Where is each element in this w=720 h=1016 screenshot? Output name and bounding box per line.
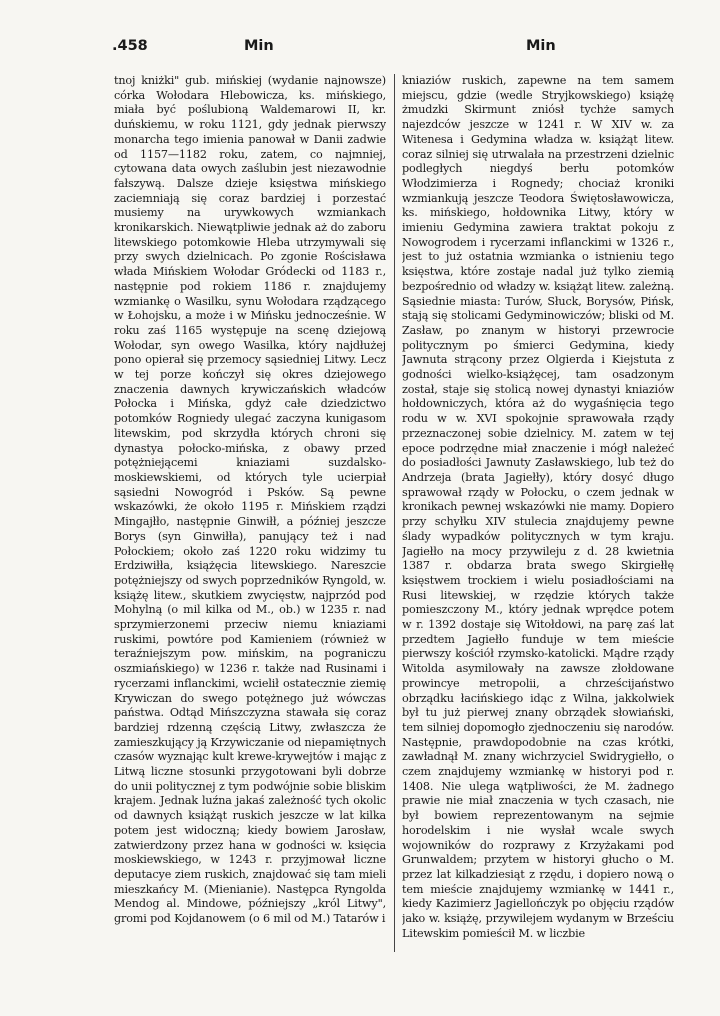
running-headword-right: Min — [526, 38, 556, 54]
right-column-text: kniaziów ruskich, zapewne na tem samem miejscu, gdzie (wedle Stryjkowskiego) książę żmudzki Skirmunt zniósł tychże samych najezdców jeszcze w 1241 r. W XIV w. za Witenesa i Gedymina władza w. książąt litew. coraz silniej się utrwalała na przestrzeni dzielnic podległych niegdyś berłu potomków Włodzimierza i Rognedy; chociaż kroniki wzmiankują jeszcze Teodora Świętosławowicza, ks. mińskiego, hołdownika Litwy, który w imieniu Gedymina zawiera traktat pokoju z Nowogrodem i rycerzami inflanckimi w 1326 r., jest to już ostatnia wzmianka o istnieniu tego księstwa, które zostaje nadal już tylko ziemią bezpośrednio od władzy w. książąt litew. zależną. Sąsiednie miasta: Turów, Słuck, Borysów, Pińsk, stają się stolicami Gedyminowiczów; bliski od M. Zasław, po znanym w historyi przewrocie politycznym po śmierci Gedymina, kiedy Jawnuta strącony przez Olgierda i Kiejstuta z godności wielko-książęcej, tam osadzonym został, staje się stolicą nowej dynastyi kniaziów hołdowniczych, która aż do wygaśnięcia tego rodu w w. XVI spokojnie sprawowała rządy przeznaczonej sobie dzielnicy. M. zatem w tej epoce podrzędne miał znaczenie i mógł należeć do posiadłości Jawnuty Zasławskiego, lub też do Andrzeja (brata Jagiełły), który dosyć długo sprawował rządy w Połocku, o czem jednak w kronikach pewnej wskazówki nie mamy. Dopiero przy schyłku XIV stulecia znajdujemy pewne ślady wypadków politycznych w tym kraju. Jagiełło na mocy przywileju z d. 28 kwietnia 1387 r. obdarza brata swego Skirgiełłę księstwem trockiem i wielu posiadłościami na Rusi litewskiej, w rzędzie których także pomieszczony M., który jednak wprędce potem w r. 1392 dostaje się Witołdowi, na parę zaś lat przedtem Jagiełło funduje w tem mieście pierwszy kościół rzymsko-katolicki. Mądre rządy Witolda asymilowały na zawsze złołdowane prowincye metropolii, a chrześcijaństwo obrządku łacińskiego idąc z Wilna, jakkolwiek był tu już pierwej znany obrządek słowiański, tem silniej dopomogło zjednoczeniu się narodów. Następnie, prawdopodobnie na czas krótki, zawładnął M. znany wichrzyciel Swidrygiełło, o czem znajdujemy wzmiankę w historyi pod r. 1408. Nie ulega wątpliwości, że M. żadnego prawie nie miał znaczenia w tych czasach, nie był bowiem reprezentowanym na sejmie horodelskim i nie wysłał wcale swych wojowników do rozprawy z Krzyżakami pod Grunwaldem; przytem w historyi głucho o M. przez lat kilkadziesiąt z rzędu, i dopiero nową o tem mieście znajdujemy wzmiankę w 1441 r., kiedy Kazimierz Jagiellończyk po objęciu rządów jako w. książę, przywilejem wydanym w Brześciu Litewskim pomieścił M. w liczbie — [402, 74, 674, 940]
column-divider — [394, 74, 395, 952]
two-column-body — [114, 74, 672, 954]
page-number: .458 — [112, 38, 148, 54]
running-headword-left: Min — [244, 38, 274, 54]
running-header — [112, 38, 674, 60]
left-column-text: tnoj kniżki" gub. mińskiej (wydanie najnowsze) córka Wołodara Hlebowicza, ks. mińskiego, miała być poślubioną Waldemarowi II, kr. duńskiemu, w roku 1121, gdy jednak pierwszy monarcha tego imienia panował w Danii zadwie od 1157—1182 roku, zatem, co najmniej, cytowana data owych zaślubin jest niezawodnie fałszywą. Dalsze dzieje księstwa mińskiego zaciemniają się coraz bardziej i porzestać musiemy na urywkowych wzmiankach kronikarskich. Niewątpliwie jednak aż do zaboru litewskiego potomkowie Hleba utrzymywali się przy swych dzielnicach. Po zgonie Rościsława włada Mińskiem Wołodar Gródecki od 1183 r., następnie pod rokiem 1186 r. znajdujemy wzmiankę o Wasilku, synu Wołodara rządzącego w Łohojsku, a może i w Mińsku jednocześnie. W roku zaś 1165 występuje na scenę dziejową Wołodar, syn owego Wasilka, który najdłużej pono opierał się przemocy sąsiedniej Litwy. Lecz w tej porze kończył się okres dziejowego znaczenia dawnych krywiczańskich władców Połocka i Mińska, gdyż całe dziedzictwo potomków Rogniedy ulegać zaczyna kunigasom litewskim, pod skrzydła których chroni się dynastya połocko-mińska, z obawy przed potężniejącemi kniaziami suzdalsko-moskiewskiemi, od których tyle ucierpiał sąsiedni Nowogród i Psków. Są pewne wskazówki, że około 1195 r. Mińskiem rządzi Mingajłło, następnie Ginwiłł, a później jeszcze Borys (syn Ginwiłła), panujący też i nad Połockiem; około zaś 1220 roku widzimy tu Erdziwiłła, książęcia litewskiego. Nareszcie potężniejszy od swych poprzedników Ryngold, w. książę litew., skutkiem zwycięstw, najprzód pod Mohylną (o mil kilka od M., ob.) w 1235 r. nad sprzymierzonemi przeciw niemu kniaziami ruskimi, powtóre pod Kamieniem (również w teraźniejszym pow. mińskim, na pograniczu oszmiańskiego) w 1236 r. także nad Rusinami i rycerzami inflanckimi, wcielił ostatecznie ziemię Krywiczan do swego potężnego już wówczas państwa. Odtąd Mińszczyzna stawała się coraz bardziej rdzenną częścią Litwy, zwłaszcza że zamieszkujący ją Krzywiczanie od niepamiętnych czasów wyznając kult krewe-krywejtów i mając z Litwą liczne stosunki przygotowani byli dobrze do unii politycznej z tym podwójnie sobie bliskim krajem. Jednak luźna jakaś zależność tych okolic od dawnych książąt ruskich jeszcze w lat kilka potem jest widoczną; kiedy bowiem Jarosław, zatwierdzony przez hana w godności w. księcia moskiewskiego, w 1243 r. przyjmował liczne deputacye ziem ruskich, znajdować się tam mieli mieszkańcy M. (Mienianie). Następca Ryngolda Mendog al. Mindowe, późniejszy „król Litwy", gromi pod Kojdanowem (o 6 mil od M.) Tatarów i — [114, 74, 386, 926]
